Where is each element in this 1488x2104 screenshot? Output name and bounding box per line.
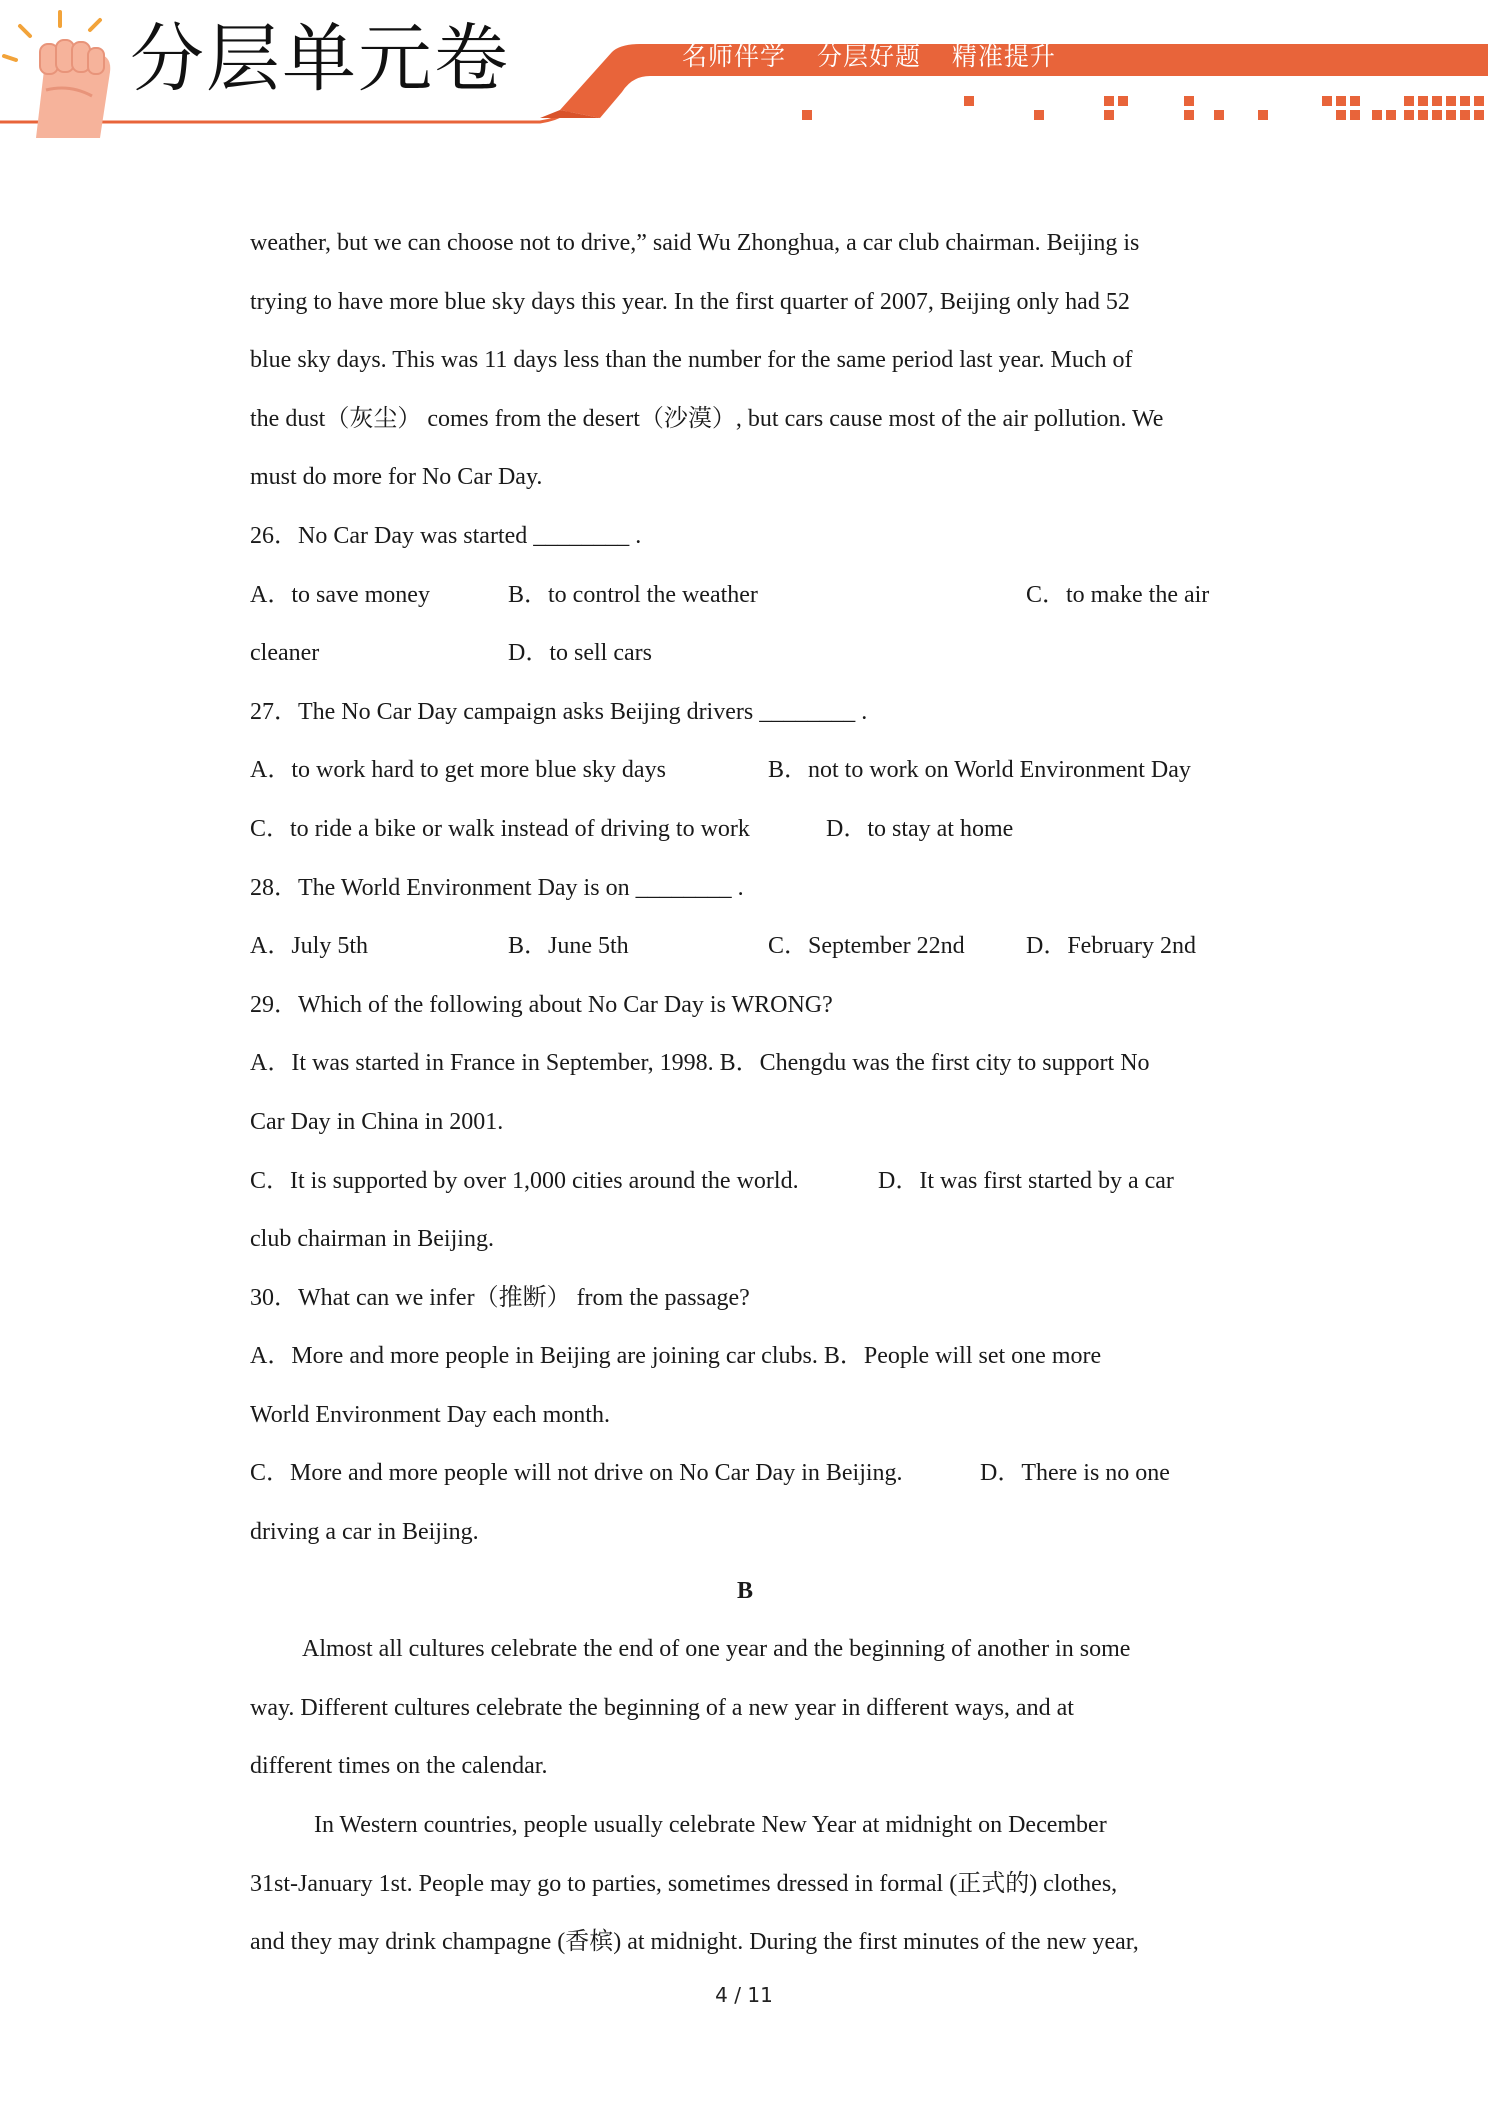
option-c: C．More and more people will not drive on No Car Day in Beijing.: [250, 1460, 903, 1487]
text-line: [250, 1803, 1250, 1862]
option-c: C．September 22nd: [768, 933, 965, 960]
option-d-continued: club chairman in Beijing.: [250, 1226, 494, 1253]
option-d: D．It was first started by a car: [878, 1167, 1174, 1194]
text-line: [250, 1862, 1250, 1921]
option-b: B．June 5th: [508, 933, 629, 960]
pixel-decoration: [802, 96, 1484, 120]
page-number: 4 / 11: [715, 1983, 773, 2007]
option-d: D．to sell cars: [508, 640, 652, 667]
options-line: [250, 1451, 1250, 1510]
options-line: [250, 1510, 1250, 1569]
text-segment: Almost all cultures celebrate the end of one year and the beginning of another in some: [302, 1636, 1131, 1663]
options-line: [250, 748, 1250, 807]
question-stem: 29．Which of the following about No Car Day is WRONG?: [250, 991, 833, 1018]
fist-icon: [36, 40, 110, 138]
options-line: [250, 807, 1250, 866]
text-line: [250, 221, 1250, 280]
brand-slogan: 名师伴学 分层好题 精准提升: [682, 42, 1056, 71]
text-segment: weather, but we can choose not to drive,” said Wu Zhonghua, a car club chairman. Beijing is: [250, 230, 1140, 256]
options-line: [250, 1159, 1250, 1218]
option-d: D．There is no one: [980, 1460, 1170, 1487]
text-segment: blue sky days. This was 11 days less than the number for the same period last year. Much of: [250, 347, 1133, 374]
page-header: [0, 0, 1488, 150]
option-d-continued: driving a car in Beijing.: [250, 1519, 479, 1546]
text-segment: way. Different cultures celebrate the beginning of a new year in different ways, and at: [250, 1694, 1074, 1721]
question-27: [250, 690, 1250, 749]
options-line: [250, 631, 1250, 690]
text-segment: must do more for No Car Day.: [250, 464, 543, 491]
options-line: [250, 573, 1250, 632]
text-line: [250, 338, 1250, 397]
document-body: [250, 221, 1250, 1979]
text-line: [250, 1627, 1250, 1686]
option-d: D．to stay at home: [826, 815, 1014, 842]
text-line: [250, 280, 1250, 339]
text-segment: and they may drink champagne (香槟) at midnight. During the first minutes of the new year,: [250, 1929, 1139, 1956]
question-stem: 30．What can we infer（推断） from the passage?: [250, 1284, 750, 1311]
options-line: [250, 924, 1250, 983]
text-line: [250, 1920, 1250, 1979]
question-28: [250, 866, 1250, 925]
text-segment: In Western countries, people usually celebrate New Year at midnight on December: [314, 1812, 1107, 1839]
options-line: [250, 1334, 1250, 1393]
option-c: C．to ride a bike or walk instead of driving to work: [250, 815, 750, 842]
text-segment: the dust（灰尘） comes from the desert（沙漠）, but cars cause most of the air pollution. We: [250, 405, 1164, 432]
section-title: B: [736, 1577, 753, 1604]
option-c-continued: cleaner: [250, 640, 320, 667]
section-heading: [250, 1569, 1250, 1628]
text-segment: different times on the calendar.: [250, 1753, 548, 1780]
option-d: D．February 2nd: [1026, 933, 1196, 960]
text-segment: 31st-January 1st. People may go to parties, sometimes dressed in formal (正式的) clothes,: [250, 1870, 1118, 1897]
text-segment: trying to have more blue sky days this year. In the first quarter of 2007, Beijing only had 52: [250, 288, 1130, 315]
option-a: A．July 5th: [250, 933, 369, 960]
option-b-continued: World Environment Day each month.: [250, 1401, 610, 1428]
options-line: [250, 1100, 1250, 1159]
text-line: [250, 1686, 1250, 1745]
question-stem: 27．The No Car Day campaign asks Beijing drivers ________ .: [250, 698, 868, 725]
options-line: [250, 1041, 1250, 1100]
question-29: [250, 983, 1250, 1042]
text-line: [250, 455, 1250, 514]
option-c: C．to make the air: [1026, 581, 1210, 608]
option-a-b: A．It was started in France in September, 1998. B．Chengdu was the first city to support No: [250, 1050, 1150, 1077]
option-b: B．to control the weather: [508, 581, 758, 608]
options-line: [250, 1393, 1250, 1452]
question-stem: 28．The World Environment Day is on ________ .: [250, 874, 744, 901]
option-a: A．to work hard to get more blue sky days: [250, 757, 666, 784]
brand-title: 分层单元卷: [130, 16, 510, 102]
question-30: [250, 1276, 1250, 1335]
option-b: B．not to work on World Environment Day: [768, 757, 1191, 784]
question-26: [250, 514, 1250, 573]
option-c: C．It is supported by over 1,000 cities around the world.: [250, 1167, 799, 1194]
question-stem: 26．No Car Day was started ________ .: [250, 522, 642, 549]
options-line: [250, 1217, 1250, 1276]
option-a-b: A．More and more people in Beijing are joining car clubs. B．People will set one more: [250, 1343, 1102, 1370]
text-line: [250, 397, 1250, 456]
option-a: A．to save money: [250, 581, 430, 608]
text-line: [250, 1744, 1250, 1803]
option-b-continued: Car Day in China in 2001.: [250, 1108, 504, 1135]
